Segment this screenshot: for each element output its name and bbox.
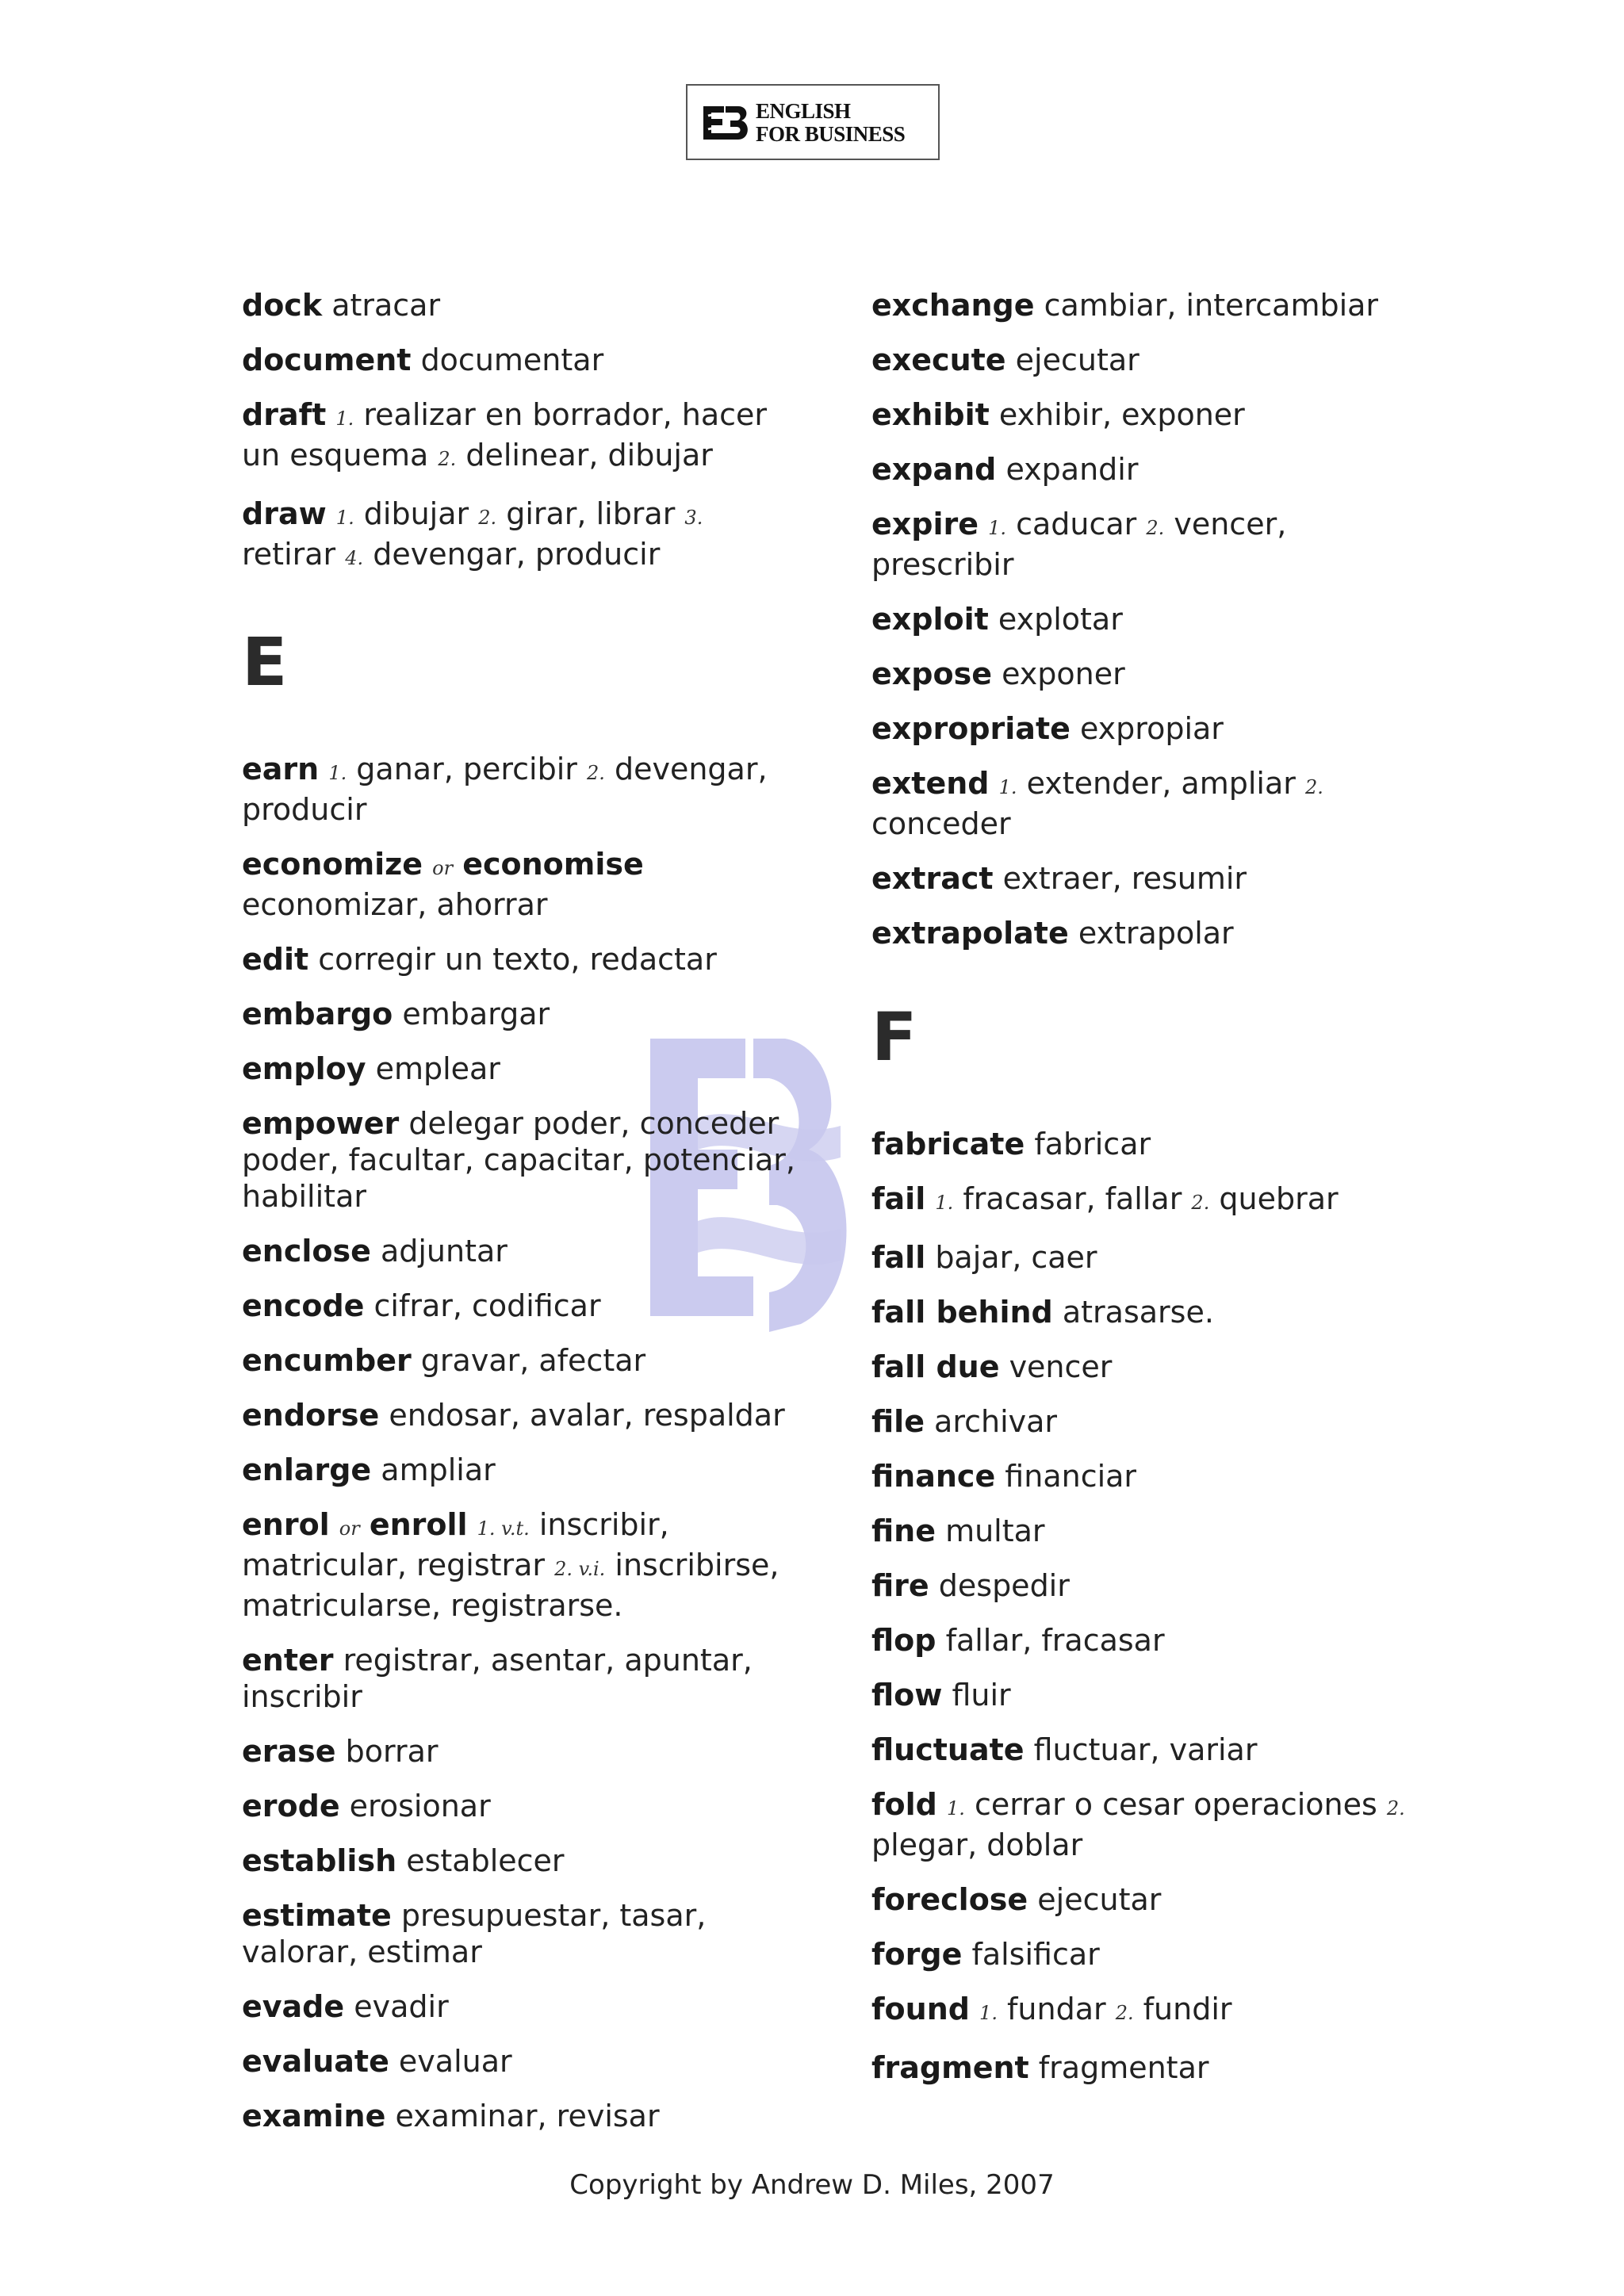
translation: [979, 507, 988, 541]
dictionary-entry: [871, 1126, 1427, 1162]
dictionary-entry: [242, 1050, 797, 1087]
dictionary-entry: [871, 915, 1427, 951]
headword: edit: [242, 942, 309, 977]
translation: quebrar: [1209, 1181, 1339, 1216]
dictionary-entry: [242, 2098, 797, 2134]
dictionary-entry: [242, 1397, 797, 1433]
dictionary-entry: [871, 451, 1427, 488]
sense-marker: 2.: [1115, 2002, 1134, 2024]
dictionary-entry: [871, 1732, 1427, 1768]
dictionary-entry: [242, 1342, 797, 1379]
headword: flop: [871, 1623, 936, 1658]
dictionary-entry: [871, 1349, 1427, 1385]
headword: extract: [871, 861, 994, 896]
headword: fabricate: [871, 1127, 1025, 1161]
logo-text: [756, 100, 905, 146]
headword: examine: [242, 2099, 386, 2133]
headword: fire: [871, 1568, 929, 1603]
translation: corregir un texto, redactar: [308, 942, 717, 977]
translation: evadir: [344, 1989, 449, 2024]
translation: gravar, afectar: [411, 1343, 646, 1378]
headword: foreclose: [871, 1882, 1028, 1917]
translation: ampliar: [371, 1452, 496, 1487]
translation: extrapolar: [1068, 916, 1234, 951]
dictionary-entry: [242, 1105, 797, 1215]
headword: dock: [242, 288, 323, 323]
translation: documentar: [411, 342, 604, 377]
headword: exchange: [871, 288, 1035, 323]
headword: extrapolate: [871, 916, 1069, 951]
dictionary-entry: [871, 2049, 1427, 2086]
headword: enclose: [242, 1234, 371, 1269]
dictionary-entry: [242, 846, 797, 923]
translation: conceder: [871, 806, 1011, 841]
translation: extender, ampliar: [1017, 766, 1305, 801]
translation: endosar, avalar, respaldar: [379, 1398, 785, 1433]
sense-marker: 3.: [684, 507, 703, 529]
headword: finance: [871, 1459, 996, 1494]
sense-marker: 4.: [345, 547, 364, 569]
translation: ejecutar: [1005, 342, 1139, 377]
translation: evaluar: [389, 2044, 512, 2079]
sense-marker: 1.: [946, 1797, 965, 1820]
headword: document: [242, 342, 412, 377]
dictionary-entry: [242, 941, 797, 978]
headword: erase: [242, 1734, 336, 1769]
logo-line-1: ENGLISH: [756, 99, 851, 123]
logo-line-2: FOR BUSINESS: [756, 122, 906, 146]
translation: [970, 1992, 979, 2026]
translation: emplear: [366, 1051, 500, 1086]
translation: examinar, revisar: [385, 2099, 660, 2133]
translation: fundar: [997, 1992, 1116, 2026]
translation: delegar poder, conceder poder, facultar, capacitar, potenciar, habilitar: [242, 1106, 795, 1214]
translation: [330, 1507, 339, 1542]
translation: financiar: [995, 1459, 1137, 1494]
headword: expropriate: [871, 711, 1071, 746]
headword: expand: [871, 452, 997, 487]
sense-marker: 1. v.t.: [477, 1517, 530, 1540]
translation: vencer, prescribir: [871, 507, 1287, 582]
translation: plegar, doblar: [871, 1827, 1083, 1862]
translation: ejecutar: [1028, 1882, 1162, 1917]
sense-marker: 2.: [1304, 776, 1323, 798]
dictionary-entry: [871, 1936, 1427, 1973]
dictionary-entry: [242, 1233, 797, 1269]
headword: fine: [871, 1513, 936, 1548]
translation: [989, 766, 998, 801]
translation: fundir: [1133, 1992, 1232, 2026]
headword: expire: [871, 507, 979, 541]
translation: explotar: [988, 602, 1123, 637]
dictionary-entry: [871, 1991, 1427, 2031]
headword: encumber: [242, 1343, 412, 1378]
headword: draw: [242, 496, 327, 531]
translation: retirar: [242, 537, 346, 572]
translation: fabricar: [1025, 1127, 1151, 1161]
headword: flow: [871, 1678, 943, 1712]
headword: economise: [462, 847, 644, 882]
translation: [468, 1507, 477, 1542]
headword: enter: [242, 1643, 334, 1678]
dictionary-entry: [871, 1403, 1427, 1440]
sense-marker: 1.: [328, 762, 347, 784]
headword: extend: [871, 766, 990, 801]
sense-marker: 2.: [1146, 517, 1165, 539]
headword: erode: [242, 1789, 340, 1823]
headword: fluctuate: [871, 1732, 1025, 1767]
translation: fallar, fracasar: [936, 1623, 1165, 1658]
translation: fluctuar, variar: [1024, 1732, 1258, 1767]
translation: inscribir, matricular, registrar: [242, 1507, 669, 1582]
headword: embargo: [242, 997, 393, 1031]
dictionary-entry: [242, 1897, 797, 1970]
translation: borrar: [335, 1734, 439, 1769]
translation: [937, 1787, 947, 1822]
dictionary-entry: [871, 601, 1427, 637]
sense-marker: or: [432, 857, 454, 879]
dictionary-entry: [242, 496, 797, 576]
dictionary-entry: [871, 1567, 1427, 1604]
translation: [319, 752, 328, 786]
translation: atrasarse.: [1052, 1295, 1214, 1330]
sense-marker: or: [339, 1517, 360, 1540]
dictionary-entry: [871, 396, 1427, 433]
translation: bajar, caer: [925, 1240, 1097, 1275]
dictionary-entry: [242, 1506, 797, 1624]
translation: erosionar: [339, 1789, 491, 1823]
headword: file: [871, 1404, 925, 1439]
translation: dibujar: [354, 496, 479, 531]
dictionary-entry: [871, 1239, 1427, 1276]
dictionary-entry: [871, 710, 1427, 747]
eb-logo-icon: [702, 103, 753, 144]
headword: evaluate: [242, 2044, 389, 2079]
translation: [327, 496, 336, 531]
dictionary-entry: [242, 287, 797, 323]
sense-marker: 1.: [998, 776, 1017, 798]
translation: adjuntar: [370, 1234, 508, 1269]
dictionary-entry: [242, 2043, 797, 2080]
translation: exponer: [991, 656, 1125, 691]
translation: girar, librar: [496, 496, 685, 531]
dictionary-entry: [871, 506, 1427, 583]
translation: [423, 847, 432, 882]
headword: evade: [242, 1989, 345, 2024]
dictionary-entry: [242, 1733, 797, 1770]
logo: [686, 84, 940, 160]
headword: estimate: [242, 1898, 392, 1933]
sense-marker: 1.: [979, 2002, 998, 2024]
headword: encode: [242, 1288, 365, 1323]
translation: delinear, dibujar: [456, 438, 713, 473]
headword: draft: [242, 397, 327, 432]
dictionary-entry: [871, 1786, 1427, 1863]
right-column: [871, 287, 1427, 2104]
translation: [453, 847, 462, 882]
translation: multar: [936, 1513, 1045, 1548]
dictionary-entry: [871, 1622, 1427, 1659]
section-letter: F: [871, 998, 917, 1076]
translation: fracasar, fallar: [953, 1181, 1192, 1216]
translation: devengar, producir: [242, 752, 768, 827]
translation: cambiar, intercambiar: [1034, 288, 1379, 323]
translation: [326, 397, 335, 432]
translation: economizar, ahorrar: [242, 887, 548, 922]
sense-marker: 2.: [478, 507, 497, 529]
dictionary-entry: [871, 1294, 1427, 1330]
dictionary-entry: [242, 751, 797, 828]
dictionary-entry: [871, 860, 1427, 897]
translation: presupuestar, tasar, valorar, estimar: [242, 1898, 707, 1969]
headword: establish: [242, 1843, 397, 1878]
translation: extraer, resumir: [993, 861, 1247, 896]
dictionary-entry: [242, 396, 797, 477]
headword: fall: [871, 1240, 926, 1275]
dictionary-entry: [871, 1881, 1427, 1918]
sense-marker: 2.: [1386, 1797, 1405, 1820]
translation: fluir: [942, 1678, 1011, 1712]
translation: caducar: [1006, 507, 1147, 541]
translation: [360, 1507, 370, 1542]
translation: cerrar o cesar operaciones: [964, 1787, 1387, 1822]
headword: endorse: [242, 1398, 380, 1433]
copyright-footer: Copyright by Andrew D. Miles, 2007: [569, 2169, 1055, 2201]
dictionary-entry: [242, 1642, 797, 1715]
translation: vencer: [999, 1349, 1113, 1384]
headword: fall due: [871, 1349, 1000, 1384]
headword: employ: [242, 1051, 366, 1086]
headword: exhibit: [871, 397, 990, 432]
sense-marker: 1.: [335, 408, 354, 430]
dictionary-entry: [871, 1181, 1427, 1221]
translation: expropiar: [1070, 711, 1224, 746]
dictionary-entry: [871, 765, 1427, 842]
sense-marker: 1.: [988, 517, 1007, 539]
dictionary-entry: [242, 1788, 797, 1824]
dictionary-entry: [871, 1458, 1427, 1494]
translation: fragmentar: [1028, 2050, 1209, 2085]
translation: archivar: [924, 1404, 1058, 1439]
translation: registrar, asentar, apuntar, inscribir: [242, 1643, 753, 1714]
headword: fall behind: [871, 1295, 1053, 1330]
translation: exhibir, exponer: [989, 397, 1245, 432]
translation: devengar, producir: [363, 537, 661, 572]
translation: expandir: [996, 452, 1139, 487]
sense-marker: 2.: [586, 762, 605, 784]
translation: ganar, percibir: [347, 752, 587, 786]
sense-marker: 2. v.i.: [554, 1558, 606, 1580]
translation: falsificar: [962, 1937, 1100, 1972]
dictionary-entry: [871, 1677, 1427, 1713]
dictionary-entry: [871, 656, 1427, 692]
headword: empower: [242, 1106, 400, 1141]
dictionary-entry: [871, 287, 1427, 323]
dictionary-entry: [242, 1288, 797, 1324]
sense-marker: 2.: [438, 448, 457, 470]
headword: economize: [242, 847, 423, 882]
section-letter: E: [242, 623, 288, 701]
sense-marker: 1.: [335, 507, 354, 529]
dictionary-entry: [871, 342, 1427, 378]
translation: realizar en borrador, hacer un esquema: [242, 397, 768, 473]
dictionary-entry: [242, 1452, 797, 1488]
translation: establecer: [396, 1843, 565, 1878]
translation: [925, 1181, 935, 1216]
headword: fragment: [871, 2050, 1029, 2085]
headword: enrol: [242, 1507, 330, 1542]
dictionary-entry: [242, 342, 797, 378]
headword: fold: [871, 1787, 937, 1822]
translation: cifrar, codificar: [364, 1288, 601, 1323]
translation: despedir: [929, 1568, 1070, 1603]
headword: forge: [871, 1937, 963, 1972]
headword: enroll: [369, 1507, 468, 1542]
dictionary-entry: [242, 1843, 797, 1879]
translation: inscribirse, matricularse, registrarse.: [242, 1548, 779, 1623]
headword: exploit: [871, 602, 989, 637]
dictionary-entry: [871, 1513, 1427, 1549]
sense-marker: 1.: [935, 1192, 954, 1214]
headword: fail: [871, 1181, 926, 1216]
headword: expose: [871, 656, 992, 691]
headword: enlarge: [242, 1452, 372, 1487]
headword: earn: [242, 752, 320, 786]
headword: execute: [871, 342, 1006, 377]
translation: embargar: [393, 997, 550, 1031]
headword: found: [871, 1992, 970, 2026]
sense-marker: 2.: [1191, 1192, 1210, 1214]
left-column: [242, 287, 797, 2152]
dictionary-entry: [242, 996, 797, 1032]
translation: atracar: [322, 288, 441, 323]
dictionary-entry: [242, 1988, 797, 2025]
